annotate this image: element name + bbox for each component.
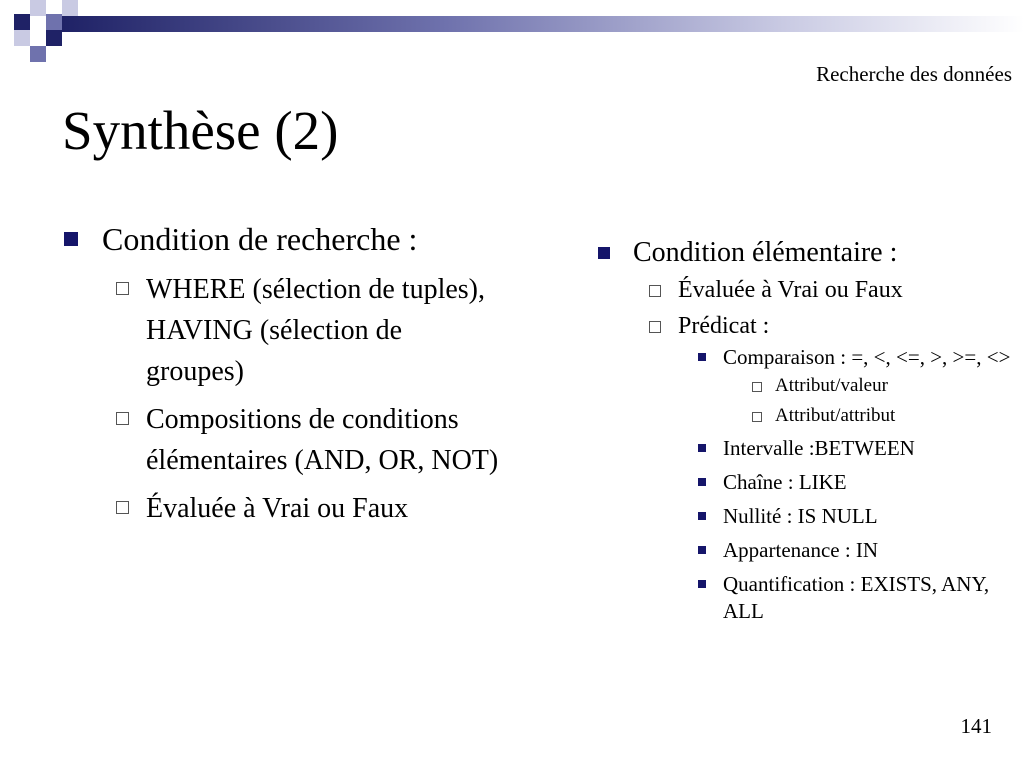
sub-bullet-item <box>596 274 1016 306</box>
predicate-label: Nullité : IS NULL <box>723 504 878 528</box>
predicate-label: Intervalle :BETWEEN <box>723 436 915 460</box>
sub-bullet-label: Compositions de conditions élémentaires (AND, OR, NOT) <box>146 404 499 476</box>
comparison-sub-label: Attribut/attribut <box>775 405 896 426</box>
sub-bullet-label: Prédicat : <box>678 313 770 339</box>
sub-bullet-item <box>102 488 502 529</box>
sub-bullet-item <box>102 269 502 392</box>
sub-bullet-label: Évaluée à Vrai ou Faux <box>146 493 409 524</box>
small-square-bullet-icon <box>698 478 706 486</box>
hollow-square-bullet-icon <box>752 412 762 422</box>
predicate-label: Quantification : EXISTS, ANY, ALL <box>723 572 990 623</box>
hollow-square-bullet-icon <box>752 382 762 392</box>
small-square-bullet-icon <box>698 444 706 452</box>
hollow-square-bullet-icon <box>649 321 661 333</box>
small-square-bullet-icon <box>698 580 706 588</box>
slide-header-text: Recherche des données <box>816 62 1012 86</box>
square-bullet-icon <box>64 232 78 246</box>
hollow-square-bullet-icon <box>116 412 129 425</box>
sub-bullet-label: Évaluée à Vrai ou Faux <box>678 277 903 303</box>
bullet-item <box>596 235 1016 271</box>
bullet-label: Condition de recherche : <box>102 221 418 257</box>
hollow-square-bullet-icon <box>116 282 129 295</box>
comparison-sub-label: Attribut/valeur <box>775 375 888 396</box>
hollow-square-bullet-icon <box>116 501 129 514</box>
predicate-item <box>678 537 1016 564</box>
left-column <box>62 219 502 536</box>
predicate-item <box>678 503 1016 530</box>
corner-square <box>62 0 78 16</box>
sub-bullet-item <box>102 399 502 481</box>
corner-square <box>46 14 62 30</box>
small-square-bullet-icon <box>698 546 706 554</box>
predicate-label: Chaîne : LIKE <box>723 470 847 494</box>
predicate-item <box>678 435 1016 462</box>
comparison-sub-item <box>723 374 1016 398</box>
predicate-item <box>678 571 1016 625</box>
corner-square <box>14 14 30 30</box>
predicate-item <box>678 344 1016 428</box>
slide-title: Synthèse (2) <box>62 100 339 161</box>
corner-square <box>14 30 30 46</box>
decorative-corner <box>0 0 1024 64</box>
bullet-item <box>62 219 502 529</box>
square-bullet-icon <box>598 247 610 259</box>
gradient-bar <box>62 16 1024 32</box>
predicate-label: Comparaison : =, <, <=, >, >=, <> <box>723 345 1011 369</box>
sub-bullet-label: WHERE (sélection de tuples), HAVING (sélection de groupes) <box>146 274 486 387</box>
small-square-bullet-icon <box>698 353 706 361</box>
corner-square <box>46 30 62 46</box>
bullet-label: Condition élémentaire : <box>633 237 898 268</box>
hollow-square-bullet-icon <box>649 285 661 297</box>
predicate-item <box>678 469 1016 496</box>
sub-bullet-item <box>596 310 1016 625</box>
small-square-bullet-icon <box>698 512 706 520</box>
corner-square <box>30 0 46 16</box>
comparison-sub-item <box>723 404 1016 428</box>
page-number: 141 <box>960 714 992 738</box>
corner-square <box>30 46 46 62</box>
right-column <box>596 235 1016 632</box>
predicate-label: Appartenance : IN <box>723 538 879 562</box>
